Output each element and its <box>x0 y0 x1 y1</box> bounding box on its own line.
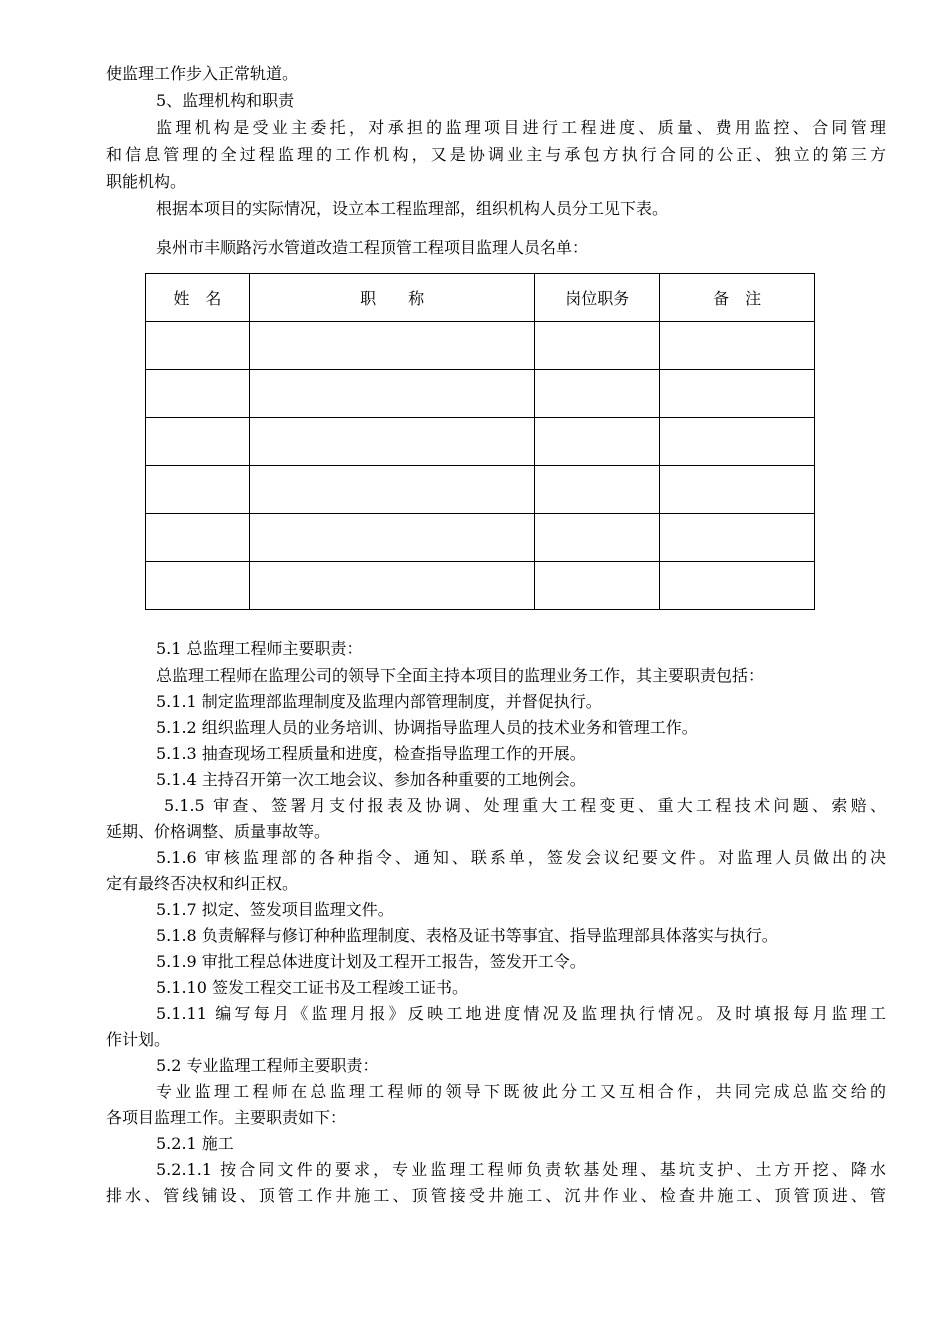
s51-intro: 总监理工程师在监理公司的领导下全面主持本项目的监理业务工作，其主要职责包括： <box>156 666 765 685</box>
s51-item-1: 5.1.1 制定监理部监理制度及监理内部管理制度，并督促执行。 <box>156 692 602 711</box>
s5211-line2: 排水、管线铺设、顶管工作井施工、顶管接受井施工、沉井作业、检查井施工、顶管顶进、管 <box>106 1186 886 1205</box>
header-remarks: 备 注 <box>660 274 815 322</box>
section5-para1-line3: 职能机构。 <box>106 172 187 191</box>
table-row <box>146 322 815 370</box>
s51-item-7: 5.1.7 拟定、签发项目监理文件。 <box>156 900 394 919</box>
table-caption: 泉州市丰顺路污水管道改造工程顶管工程项目监理人员名单： <box>156 238 589 257</box>
table-row <box>146 370 815 418</box>
intro-tail: 使监理工作步入正常轨道。 <box>106 64 299 83</box>
table-cell <box>535 370 660 418</box>
header-name: 姓 名 <box>146 274 250 322</box>
header-title: 职 称 <box>249 274 535 322</box>
table-cell <box>249 466 535 514</box>
s51-heading: 5.1 总监理工程师主要职责： <box>156 639 363 658</box>
section5-para2: 根据本项目的实际情况，设立本工程监理部，组织机构人员分工见下表。 <box>156 199 669 218</box>
table-cell <box>146 466 250 514</box>
table-cell <box>249 562 535 610</box>
table-cell <box>146 514 250 562</box>
table-header-row <box>146 274 815 322</box>
s521-heading: 5.2.1 施工 <box>156 1134 234 1153</box>
section5-para1-line1: 监理机构是受业主委托，对承担的监理项目进行工程进度、质量、费用监控、合同管理 <box>156 118 886 137</box>
s51-item-11-line2: 作计划。 <box>106 1030 171 1049</box>
s52-intro-line2: 各项目监理工作。主要职责如下： <box>106 1108 347 1127</box>
s51-item-6-line1: 5.1.6 审核监理部的各种指令、通知、联系单，签发会议纪要文件。对监理人员做出的决 <box>156 848 886 867</box>
section5-para1-line2: 和信息管理的全过程监理的工作机构，又是协调业主与承包方执行合同的公正、独立的第三方 <box>106 145 886 164</box>
s52-heading: 5.2 专业监理工程师主要职责： <box>156 1056 379 1075</box>
s51-item-2: 5.1.2 组织监理人员的业务培训、协调指导监理人员的技术业务和管理工作。 <box>156 718 698 737</box>
table-cell <box>535 418 660 466</box>
s5211-line1: 5.2.1.1 按合同文件的要求，专业监理工程师负责软基处理、基坑支护、土方开挖、降水 <box>156 1160 886 1179</box>
s51-item-6-line2: 定有最终否决权和纠正权。 <box>106 874 299 893</box>
table-cell <box>249 322 535 370</box>
table-cell <box>660 466 815 514</box>
table-cell <box>535 322 660 370</box>
s51-item-5-line1: 5.1.5 审查、签署月支付报表及协调、处理重大工程变更、重大工程技术问题、索赔、 <box>164 796 886 815</box>
table-cell <box>249 514 535 562</box>
table-cell <box>249 418 535 466</box>
s51-item-3: 5.1.3 抽查现场工程质量和进度，检查指导监理工作的开展。 <box>156 744 586 763</box>
table-cell <box>660 514 815 562</box>
table-cell <box>146 562 250 610</box>
table-cell <box>660 562 815 610</box>
section5-heading: 5、监理机构和职责 <box>156 91 295 110</box>
s51-item-10: 5.1.10 签发工程交工证书及工程竣工证书。 <box>156 978 468 997</box>
s51-item-8: 5.1.8 负责解释与修订种种监理制度、表格及证书等事宜、指导监理部具体落实与执行。 <box>156 926 778 945</box>
s51-item-5-line2: 延期、价格调整、质量事故等。 <box>106 822 331 841</box>
s52-intro-line1: 专业监理工程师在总监理工程师的领导下既彼此分工又互相合作，共同完成总监交给的 <box>156 1082 886 1101</box>
table-cell <box>146 322 250 370</box>
table-cell <box>146 418 250 466</box>
s51-item-11-line1: 5.1.11 编写每月《监理月报》反映工地进度情况及监理执行情况。及时填报每月监理工 <box>156 1004 886 1023</box>
staff-table <box>145 273 815 610</box>
s51-item-9: 5.1.9 审批工程总体进度计划及工程开工报告，签发开工令。 <box>156 952 586 971</box>
table-cell <box>535 466 660 514</box>
table-cell <box>660 322 815 370</box>
table-cell <box>660 418 815 466</box>
s51-item-4: 5.1.4 主持召开第一次工地会议、参加各种重要的工地例会。 <box>156 770 586 789</box>
table-cell <box>660 370 815 418</box>
table-cell <box>535 514 660 562</box>
table-row <box>146 466 815 514</box>
table-row <box>146 418 815 466</box>
table-row <box>146 562 815 610</box>
table-cell <box>535 562 660 610</box>
header-position: 岗位职务 <box>535 274 660 322</box>
table-cell <box>146 370 250 418</box>
table-cell <box>249 370 535 418</box>
table-row <box>146 514 815 562</box>
